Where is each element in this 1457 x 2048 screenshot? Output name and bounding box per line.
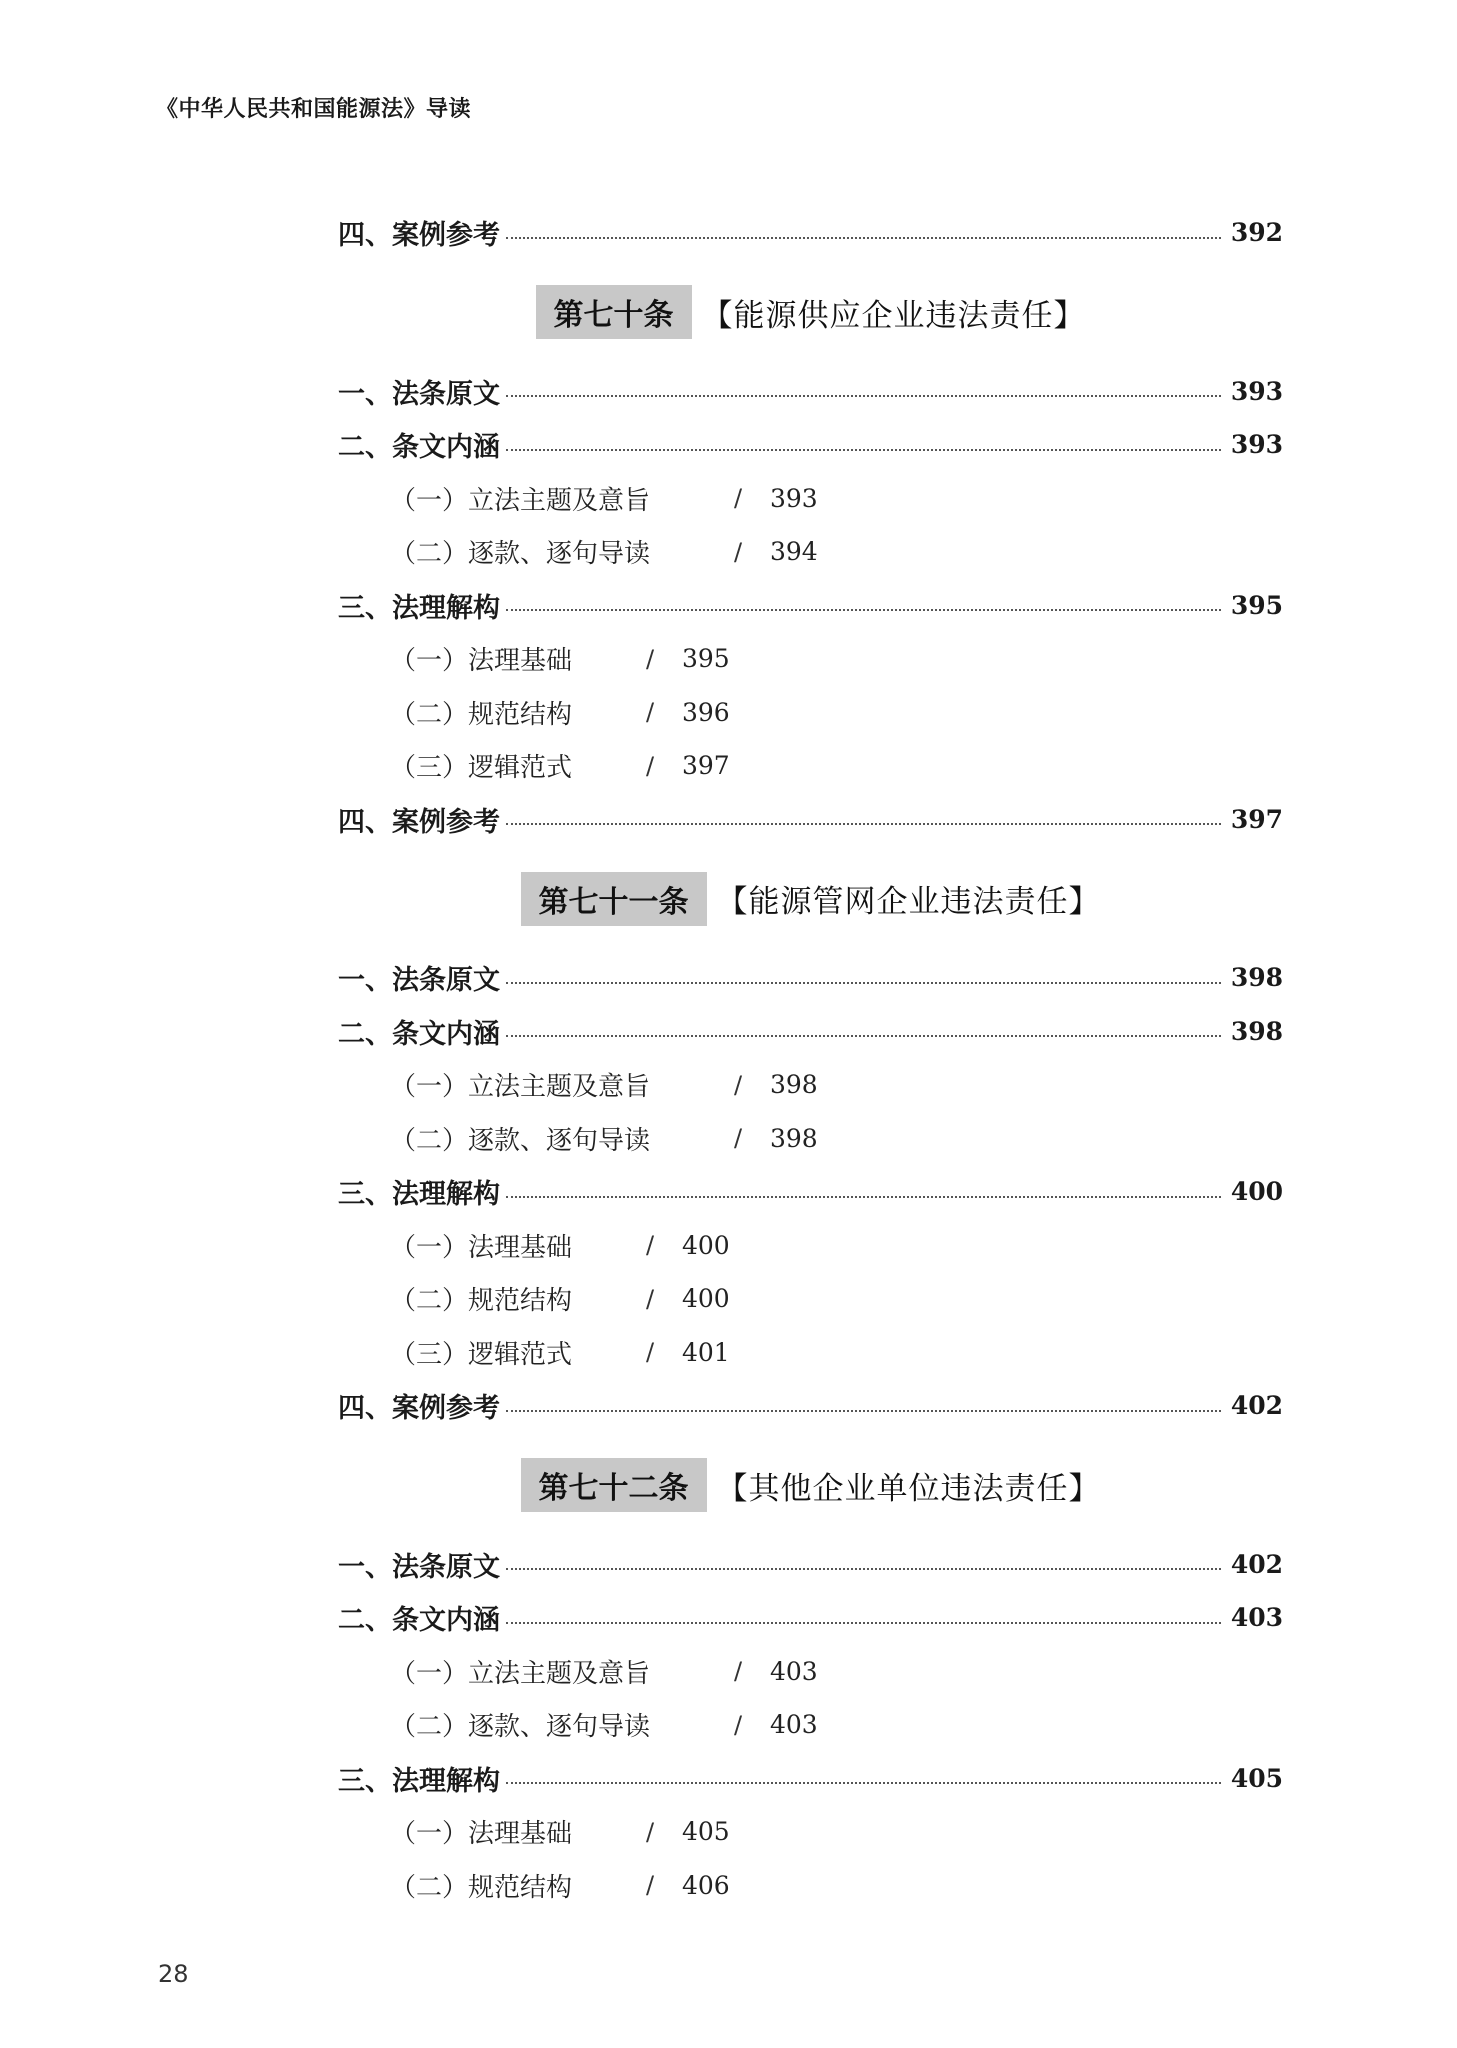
toc-subentry-label: （一）立法主题及意旨 — [390, 485, 651, 516]
separator: / — [646, 644, 655, 673]
separator: / — [646, 698, 655, 727]
toc-entry[interactable] — [338, 1165, 1283, 1219]
running-header: 《中华人民共和国能源法》导读 — [156, 97, 472, 122]
toc-entry-label: 一、法条原文 — [338, 378, 500, 410]
toc-entry[interactable] — [338, 1005, 1283, 1059]
separator: / — [646, 1338, 655, 1367]
toc-entry-label: 二、条文内涵 — [338, 1018, 500, 1050]
toc-subentry-page: 406 — [682, 1870, 730, 1900]
separator: / — [734, 1070, 743, 1099]
dot-leader — [506, 982, 1221, 984]
toc-subentry[interactable] — [338, 1326, 1283, 1380]
dot-leader — [506, 609, 1221, 611]
toc-subentry-page: 394 — [770, 537, 818, 567]
toc-subentry-page: 395 — [682, 644, 730, 674]
toc-entry-page: 393 — [1230, 430, 1283, 460]
toc-entry-label: 三、法理解构 — [338, 1765, 500, 1797]
article-title: 【能源供应企业违法责任】 — [701, 297, 1086, 334]
toc-subentry-page: 403 — [770, 1710, 818, 1740]
toc-subentry-label: （一）法理基础 — [390, 1232, 573, 1263]
toc-entry-label: 四、案例参考 — [338, 806, 500, 838]
toc-subentry-label: （一）立法主题及意旨 — [390, 1072, 651, 1103]
toc-subentry-page: 400 — [682, 1284, 730, 1314]
toc-entry-label: 四、案例参考 — [338, 1393, 500, 1425]
toc-subentry-label: （二）规范结构 — [390, 1286, 573, 1317]
toc-subentry-page: 396 — [682, 697, 730, 727]
dot-leader — [506, 823, 1221, 825]
toc-subentry[interactable] — [338, 686, 1283, 740]
separator: / — [646, 751, 655, 780]
toc-subentry-label: （三）逻辑范式 — [390, 1339, 573, 1370]
toc-entry[interactable] — [338, 1379, 1283, 1433]
separator: / — [646, 1231, 655, 1260]
toc-subentry-page: 397 — [682, 751, 730, 781]
article-number: 第七十一条 — [521, 872, 707, 926]
toc-entry[interactable] — [338, 951, 1283, 1005]
toc-entry-page: 393 — [1230, 376, 1283, 406]
toc-subentry-page: 401 — [682, 1337, 730, 1367]
toc-subentry-label: （二）逐款、逐句导读 — [390, 1712, 651, 1743]
toc-subentry-label: （二）逐款、逐句导读 — [390, 1125, 651, 1156]
toc-subentry[interactable] — [338, 1859, 1283, 1913]
toc-subentry-label: （二）逐款、逐句导读 — [390, 539, 651, 570]
article-heading[interactable] — [338, 846, 1283, 951]
toc-subentry[interactable] — [338, 1272, 1283, 1326]
toc-subentry[interactable] — [338, 525, 1283, 579]
toc-entry-label: 一、法条原文 — [338, 1551, 500, 1583]
toc-subentry-label: （二）规范结构 — [390, 1872, 573, 1903]
toc-subentry-page: 400 — [682, 1230, 730, 1260]
toc-entry-page: 402 — [1230, 1391, 1283, 1421]
toc-subentry-label: （二）规范结构 — [390, 699, 573, 730]
toc-subentry[interactable] — [338, 1058, 1283, 1112]
toc-subentry[interactable] — [338, 1112, 1283, 1166]
toc-subentry[interactable] — [338, 1219, 1283, 1273]
toc-subentry-page: 398 — [770, 1123, 818, 1153]
toc-entry-label: 四、案例参考 — [338, 220, 500, 252]
article-heading[interactable] — [338, 1433, 1283, 1538]
dot-leader — [506, 1622, 1221, 1624]
dot-leader — [506, 1196, 1221, 1198]
toc-entry[interactable] — [338, 1752, 1283, 1806]
toc-entry-label: 一、法条原文 — [338, 965, 500, 997]
dot-leader — [506, 395, 1221, 397]
toc-entry-page: 400 — [1230, 1177, 1283, 1207]
separator: / — [734, 1710, 743, 1739]
toc-subentry-page: 405 — [682, 1817, 730, 1847]
article-number: 第七十二条 — [521, 1458, 707, 1512]
dot-leader — [506, 1035, 1221, 1037]
toc-entry[interactable] — [338, 1591, 1283, 1645]
toc-entry[interactable] — [338, 365, 1283, 419]
separator: / — [734, 1657, 743, 1686]
separator: / — [734, 1124, 743, 1153]
toc-subentry[interactable] — [338, 739, 1283, 793]
toc-entry-page: 392 — [1230, 218, 1283, 248]
toc-entry-page: 397 — [1230, 804, 1283, 834]
dot-leader — [506, 1568, 1221, 1570]
toc-subentry[interactable] — [338, 472, 1283, 526]
article-heading[interactable] — [338, 260, 1283, 365]
dot-leader — [506, 237, 1221, 239]
toc-subentry-label: （一）法理基础 — [390, 1819, 573, 1850]
article-title: 【其他企业单位违法责任】 — [716, 1470, 1101, 1507]
toc-entry-page: 398 — [1230, 963, 1283, 993]
separator: / — [734, 537, 743, 566]
toc-entry[interactable] — [338, 1538, 1283, 1592]
toc-subentry-page: 398 — [770, 1070, 818, 1100]
toc-entry-page: 395 — [1230, 590, 1283, 620]
toc-entry-page: 405 — [1230, 1763, 1283, 1793]
page-number: 28 — [158, 1960, 189, 1988]
toc-entry[interactable] — [338, 206, 1283, 260]
toc-entry-page: 403 — [1230, 1603, 1283, 1633]
dot-leader — [506, 1782, 1221, 1784]
toc-entry[interactable] — [338, 793, 1283, 847]
toc-entry-page: 398 — [1230, 1016, 1283, 1046]
toc-subentry[interactable] — [338, 1698, 1283, 1752]
dot-leader — [506, 1410, 1221, 1412]
article-number: 第七十条 — [536, 285, 692, 339]
toc-entry[interactable] — [338, 418, 1283, 472]
toc-subentry-page: 393 — [770, 483, 818, 513]
toc-subentry-label: （一）立法主题及意旨 — [390, 1658, 651, 1689]
separator: / — [646, 1871, 655, 1900]
toc-subentry-label: （三）逻辑范式 — [390, 753, 573, 784]
toc-entry-label: 三、法理解构 — [338, 592, 500, 624]
toc-entry-label: 三、法理解构 — [338, 1179, 500, 1211]
table-of-contents — [338, 206, 1283, 1912]
toc-subentry[interactable] — [338, 1805, 1283, 1859]
separator: / — [734, 484, 743, 513]
toc-entry-page: 402 — [1230, 1549, 1283, 1579]
toc-entry-label: 二、条文内涵 — [338, 432, 500, 464]
toc-subentry[interactable] — [338, 632, 1283, 686]
separator: / — [646, 1284, 655, 1313]
article-title: 【能源管网企业违法责任】 — [716, 884, 1101, 920]
separator: / — [646, 1817, 655, 1846]
toc-subentry[interactable] — [338, 1645, 1283, 1699]
toc-subentry-label: （一）法理基础 — [390, 646, 573, 677]
toc-entry-label: 二、条文内涵 — [338, 1605, 500, 1637]
toc-entry[interactable] — [338, 579, 1283, 633]
toc-subentry-page: 403 — [770, 1656, 818, 1686]
dot-leader — [506, 449, 1221, 451]
